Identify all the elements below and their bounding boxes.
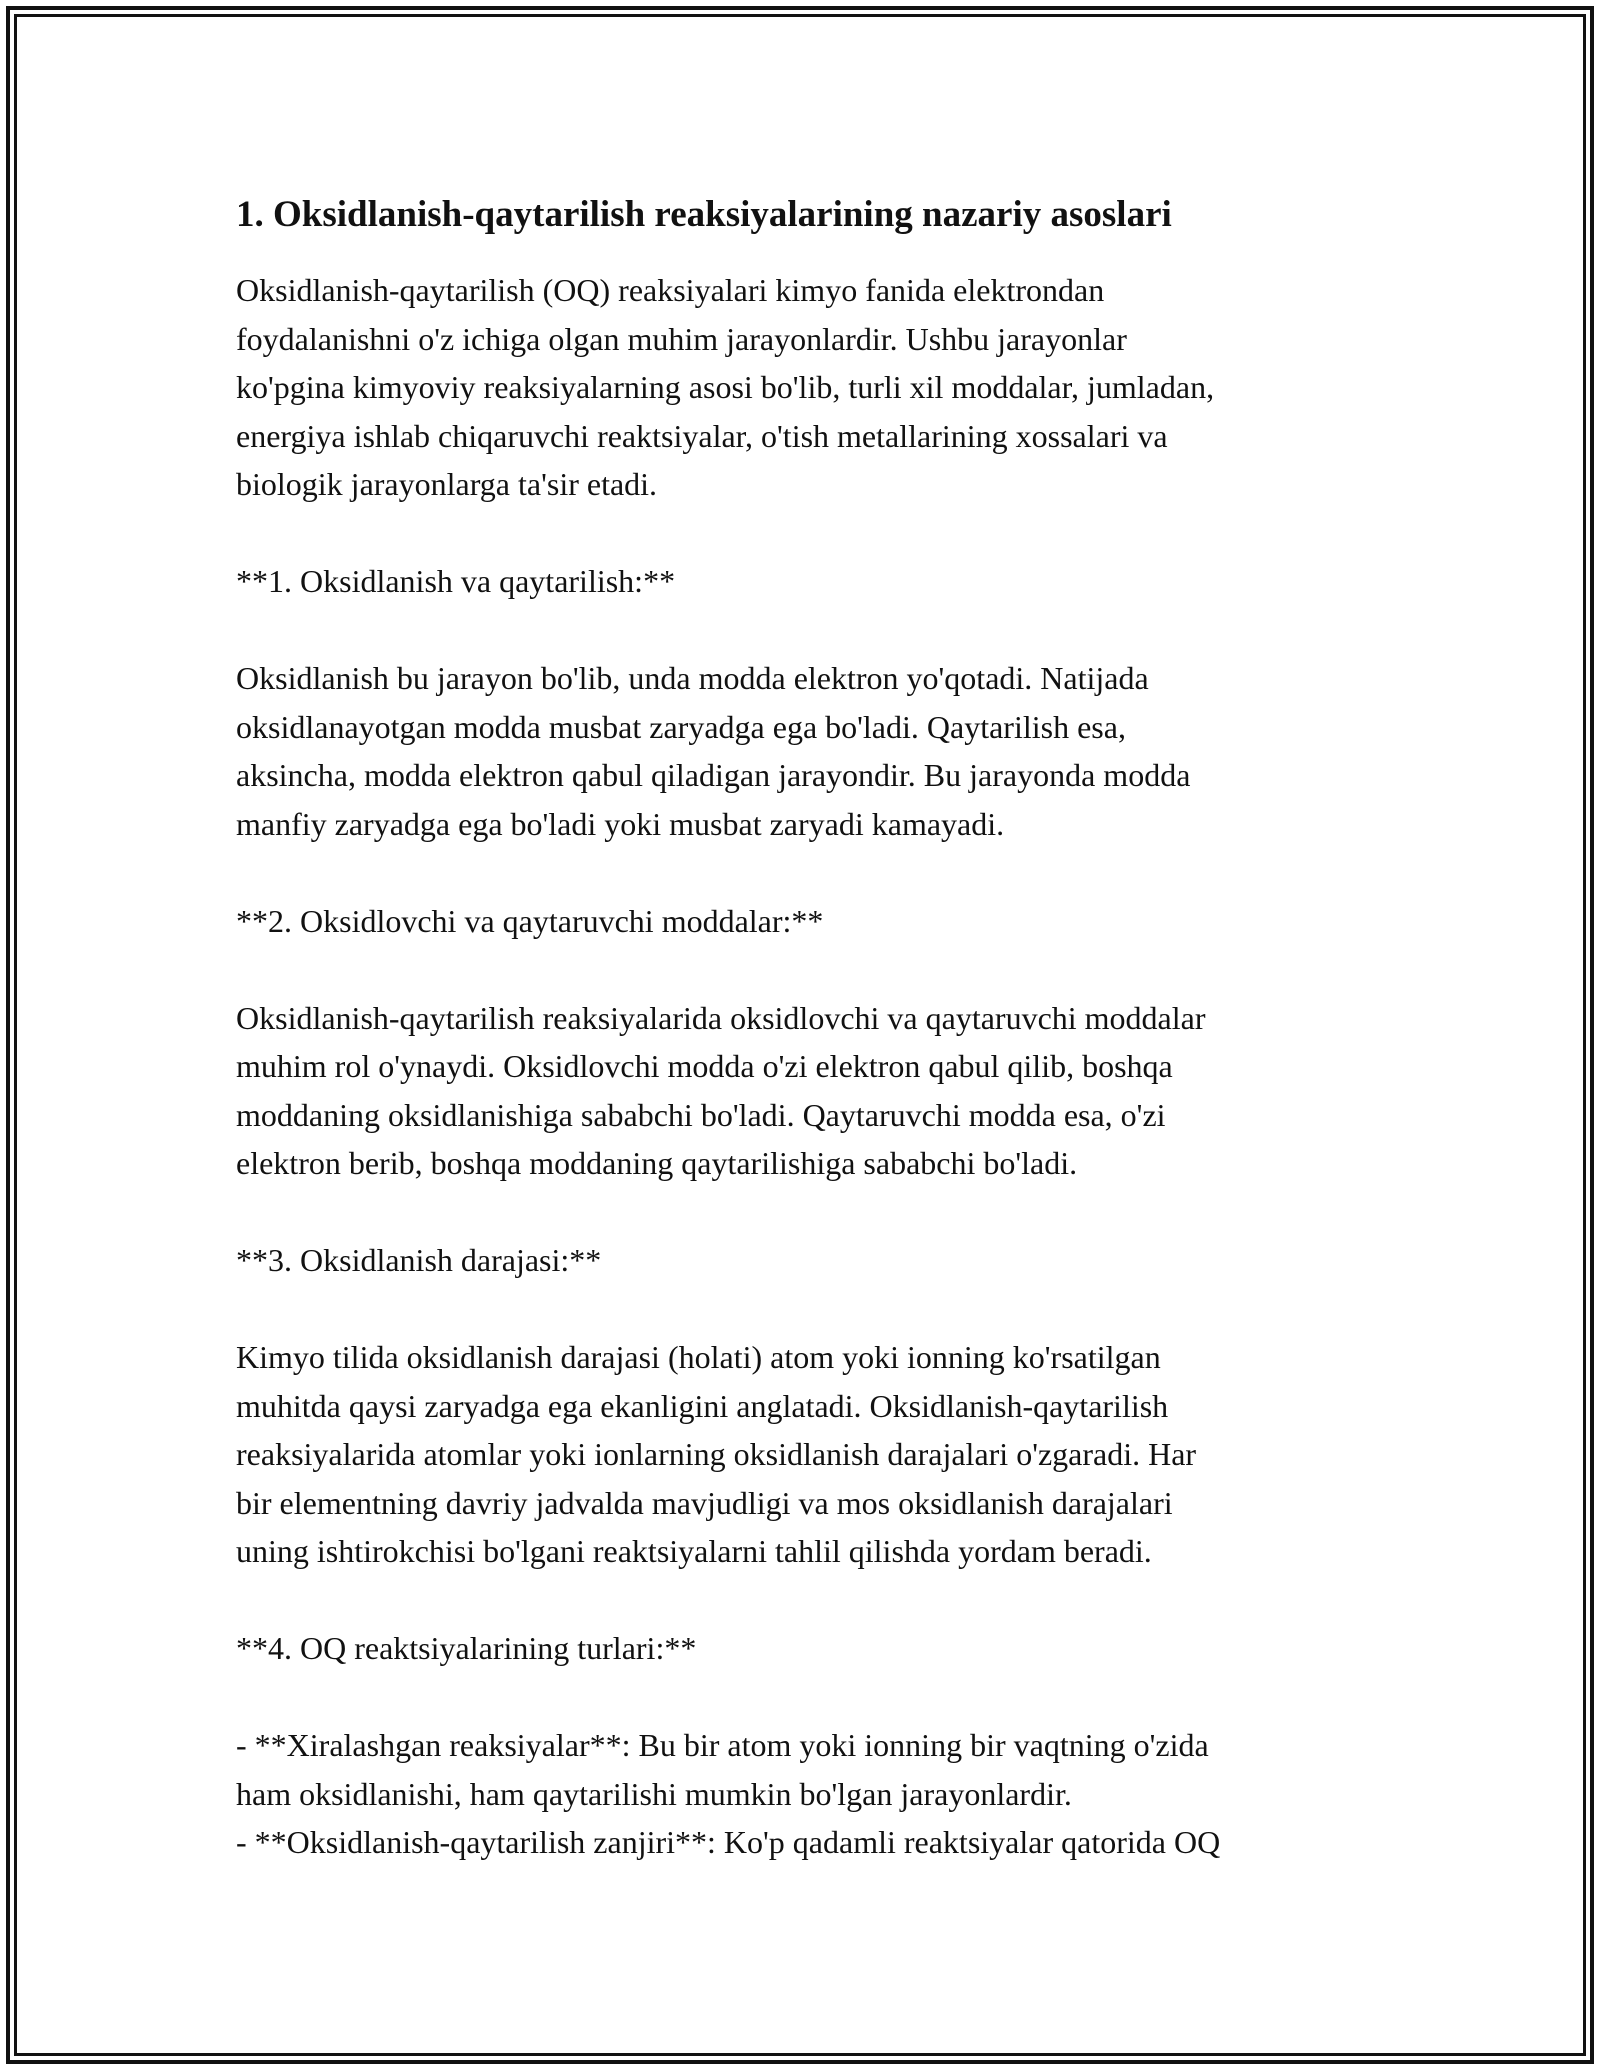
intro-line: Oksidlanish-qaytarilish (OQ) reaksiyalari kimyo fanida elektrondan bbox=[236, 272, 1105, 308]
paragraph-spacer bbox=[236, 848, 1376, 897]
section-line: muhim rol o'ynaydi. Oksidlovchi modda o'zi elektron qabul qilib, boshqa bbox=[236, 1048, 1173, 1084]
section-title: **2. Oksidlovchi va qaytaruvchi moddalar:** bbox=[236, 902, 824, 939]
section-line: muhitda qaysi zaryadga ega ekanligini anglatadi. Oksidlanish-qaytarilish bbox=[236, 1387, 1169, 1424]
list-item: ham oksidlanishi, ham qaytarilishi mumkin bo'lgan jarayonlardir. bbox=[236, 1775, 1072, 1812]
paragraph-spacer bbox=[236, 945, 1376, 994]
list-item: - **Oksidlanish-qaytarilish zanjiri**: Ko'p qadamli reaktsiyalar qatorida OQ bbox=[236, 1824, 1221, 1860]
paragraph-spacer bbox=[236, 1285, 1376, 1334]
paragraph-spacer bbox=[236, 606, 1376, 655]
section-line: bir elementning davriy jadvalda mavjudligi va mos oksidlanish darajalari bbox=[236, 1484, 1173, 1521]
section-line: Oksidlanish bu jarayon bo'lib, unda modda elektron yo'qotadi. Natijada bbox=[236, 660, 1149, 696]
paragraph-spacer bbox=[236, 1188, 1376, 1237]
section-line: oksidlanayotgan modda musbat zaryadga ega bo'ladi. Qaytarilish esa, bbox=[236, 708, 1126, 745]
document-heading: 1. Oksidlanish-qaytarilish reaksiyalarining nazariy asoslari bbox=[236, 194, 1172, 235]
intro-line: foydalanishni o'z ichiga olgan muhim jarayonlardir. Ushbu jarayonlar bbox=[236, 320, 1127, 357]
section-line: moddaning oksidlanishiga sababchi bo'ladi. Qaytaruvchi modda esa, o'zi bbox=[236, 1096, 1166, 1133]
paragraph-spacer bbox=[236, 1576, 1376, 1625]
list-item: - **Xiralashgan reaksiyalar**: Bu bir atom yoki ionning bir vaqtning o'zida bbox=[236, 1727, 1209, 1763]
section-title: **1. Oksidlanish va qaytarilish:** bbox=[236, 563, 676, 599]
section-line: reaksiyalarida atomlar yoki ionlarning oksidlanish darajalari o'zgaradi. Har bbox=[236, 1436, 1197, 1472]
paragraph-spacer bbox=[236, 509, 1376, 558]
section-line: Kimyo tilida oksidlanish darajasi (holati) atom yoki ionning ko'rsatilgan bbox=[236, 1339, 1161, 1375]
intro-line: ko'pgina kimyoviy reaksiyalarning asosi bo'lib, turli xil moddalar, jumladan, bbox=[236, 369, 1215, 405]
section-line: manfiy zaryadga ega bo'ladi yoki musbat zaryadi kamayadi. bbox=[236, 805, 1005, 842]
intro-line: energiya ishlab chiqaruvchi reaktsiyalar, o'tish metallarining xossalari va bbox=[236, 417, 1168, 454]
section-line: elektron berib, boshqa moddaning qaytarilishiga sababchi bo'ladi. bbox=[236, 1145, 1078, 1181]
section-title: **4. OQ reaktsiyalarining turlari:** bbox=[236, 1630, 697, 1666]
document-body bbox=[236, 188, 1376, 1867]
section-line: aksincha, modda elektron qabul qiladigan jarayondir. Bu jarayonda modda bbox=[236, 757, 1191, 793]
section-title: **3. Oksidlanish darajasi:** bbox=[236, 1242, 602, 1278]
intro-line: biologik jarayonlarga ta'sir etadi. bbox=[236, 466, 658, 502]
section-line: Oksidlanish-qaytarilish reaksiyalarida oksidlovchi va qaytaruvchi moddalar bbox=[236, 999, 1206, 1036]
paragraph-spacer bbox=[236, 1673, 1376, 1722]
section-line: uning ishtirokchisi bo'lgani reaktsiyalarni tahlil qilishda yordam beradi. bbox=[236, 1533, 1152, 1569]
